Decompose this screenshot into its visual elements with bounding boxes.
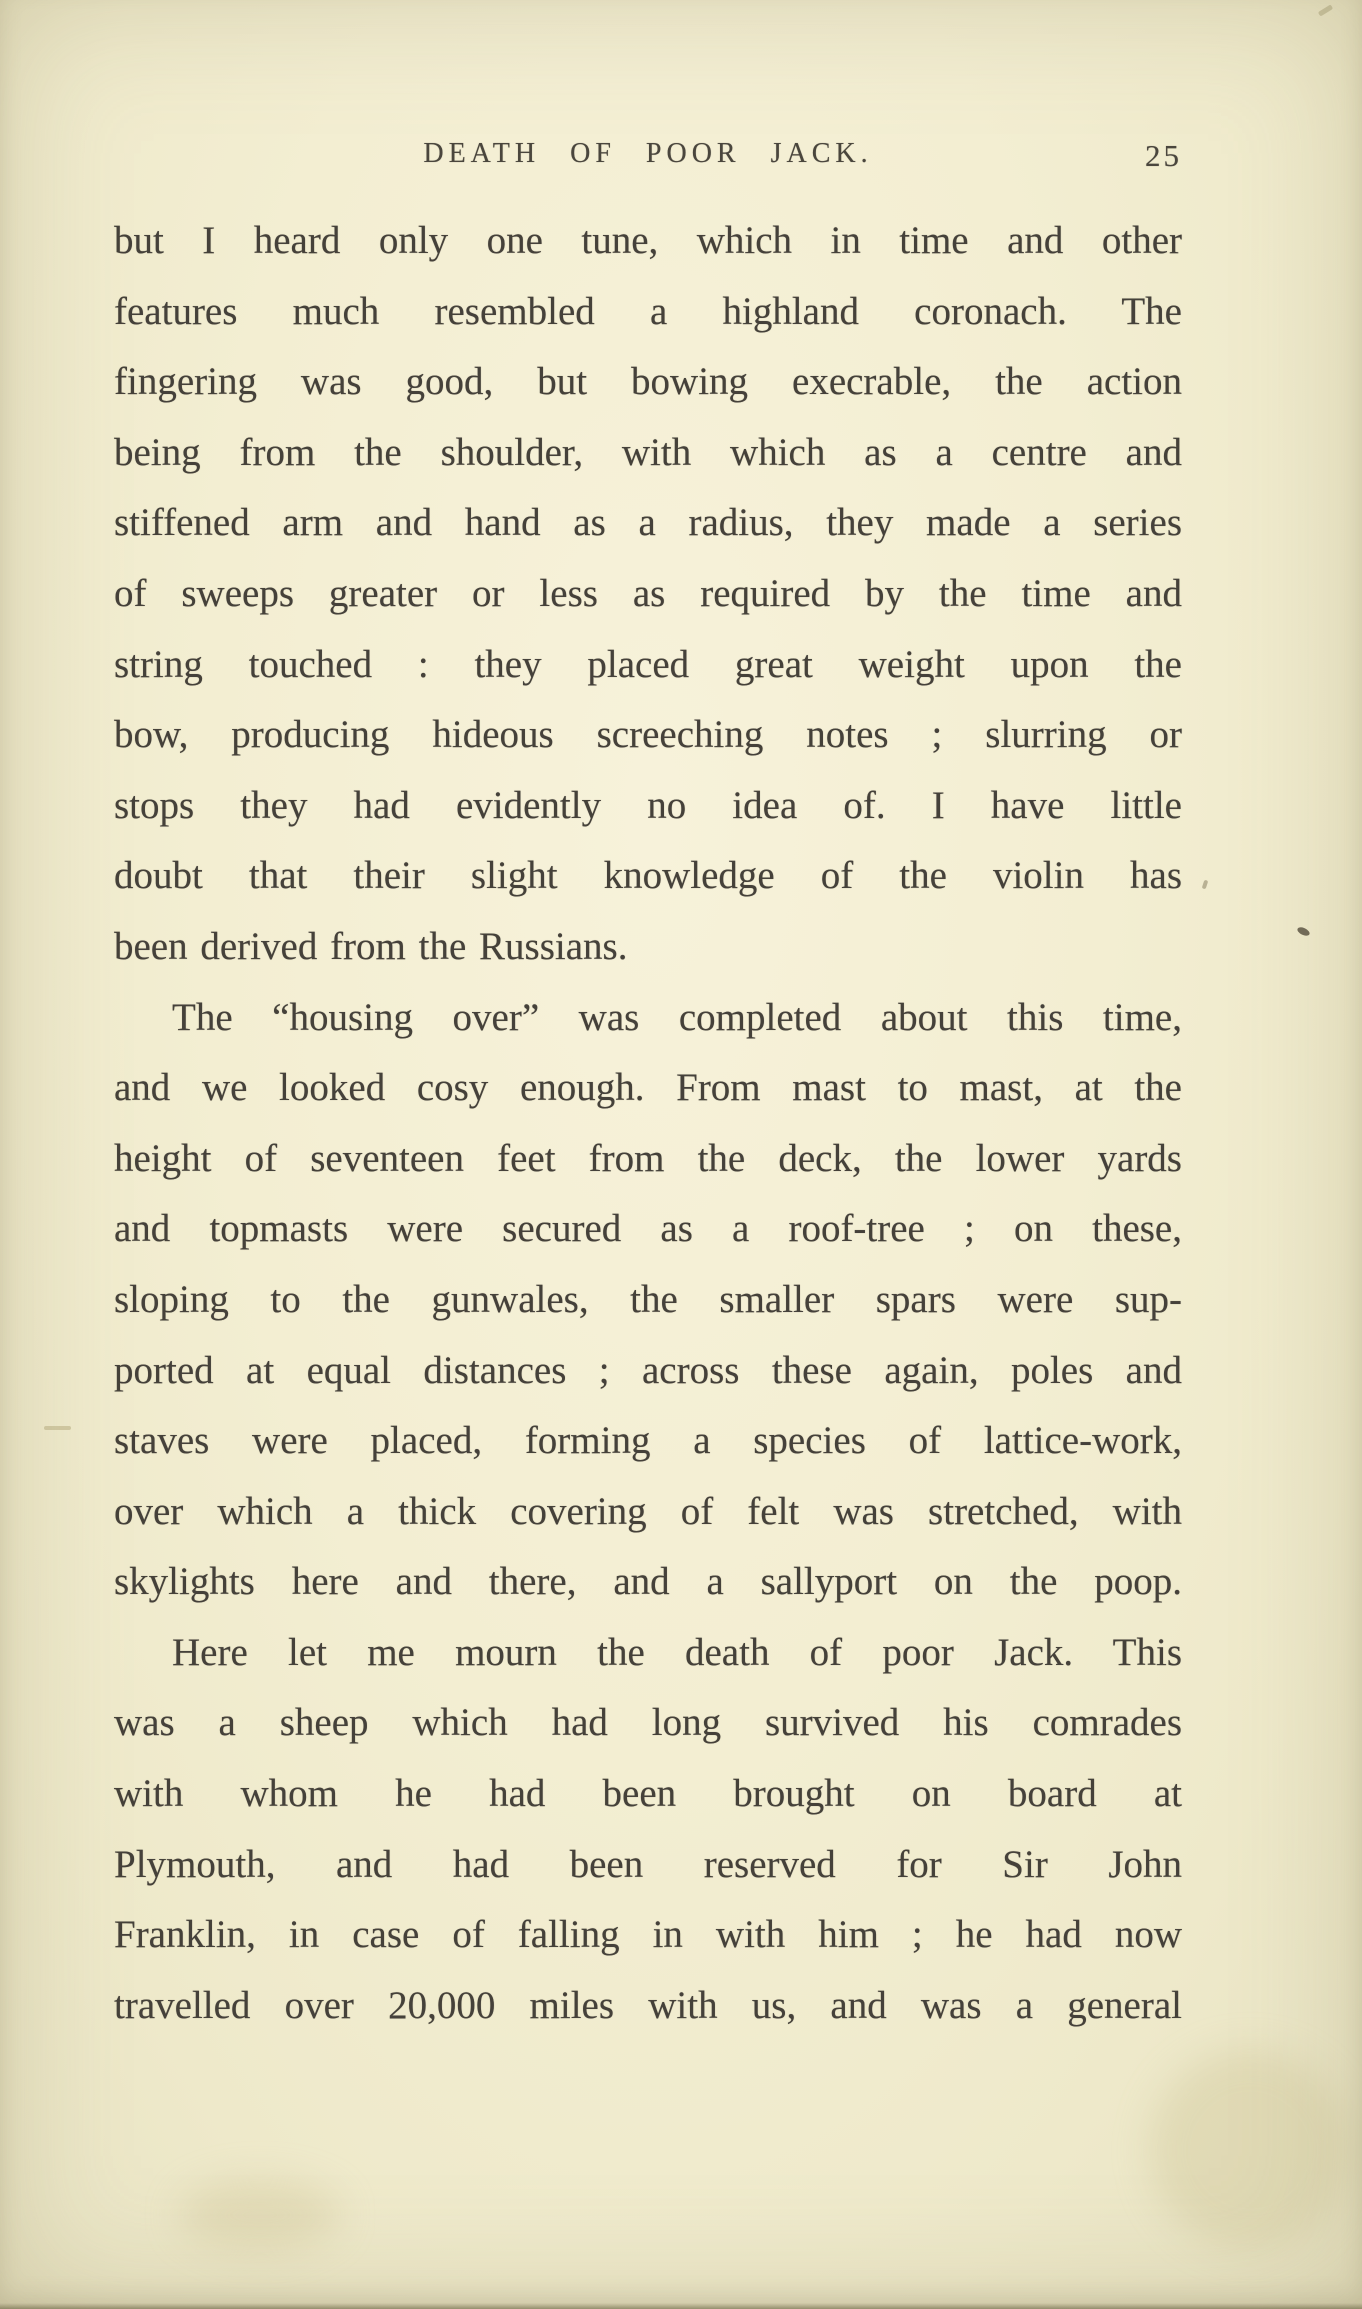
text-line: height of seventeen feet from the deck, the lower yards bbox=[114, 1136, 1182, 1180]
paper-stain bbox=[180, 2180, 340, 2250]
body-text bbox=[114, 206, 1182, 2041]
page-header bbox=[114, 138, 1182, 182]
paper-stain bbox=[1150, 2050, 1350, 2250]
text-line: skylights here and there, and a sallyport on the poop. bbox=[114, 1560, 1182, 1604]
text-line: string touched : they placed great weight upon the bbox=[114, 642, 1182, 686]
text-line: staves were placed, forming a species of lattice-work, bbox=[114, 1419, 1182, 1463]
text-line: been derived from the Russians. bbox=[114, 924, 628, 968]
scan-scratch bbox=[44, 1426, 71, 1430]
text-line: being from the shoulder, with which as a centre and bbox=[114, 430, 1182, 474]
text-line: fingering was good, but bowing execrable, the action bbox=[114, 360, 1182, 404]
text-line: was a sheep which had long survived his comrades bbox=[114, 1701, 1182, 1745]
text-line: stops they had evidently no idea of. I have little bbox=[114, 783, 1182, 827]
text-line: The “housing over” was completed about this time, bbox=[172, 995, 1182, 1039]
text-line: of sweeps greater or less as required by the time and bbox=[114, 571, 1182, 615]
text-line: but I heard only one tune, which in time and other bbox=[114, 219, 1182, 262]
scan-speck bbox=[1318, 4, 1333, 16]
text-line: ported at equal distances ; across these again, poles and bbox=[114, 1348, 1182, 1392]
scan-speck bbox=[1202, 880, 1209, 890]
text-line: bow, producing hideous screeching notes ; slurring or bbox=[114, 713, 1182, 757]
running-title: DEATH OF POOR JACK. bbox=[423, 138, 873, 169]
text-line: and topmasts were secured as a roof-tree ; on these, bbox=[114, 1207, 1182, 1251]
text-line: travelled over 20,000 miles with us, and was a general bbox=[114, 1983, 1182, 2027]
text-line: stiffened arm and hand as a radius, they made a series bbox=[114, 501, 1182, 545]
page-bottom-shadow bbox=[0, 2303, 1362, 2309]
text-line: and we looked cosy enough. From mast to mast, at the bbox=[114, 1066, 1182, 1110]
page-number: 25 bbox=[1145, 138, 1182, 173]
text-line: Franklin, in case of falling in with him ; he had now bbox=[114, 1913, 1182, 1957]
text-line: over which a thick covering of felt was stretched, with bbox=[114, 1489, 1182, 1533]
text-line: Plymouth, and had been reserved for Sir John bbox=[114, 1842, 1182, 1886]
text-line: with whom he had been brought on board at bbox=[114, 1772, 1182, 1816]
scan-speck bbox=[1296, 926, 1311, 938]
text-line: sloping to the gunwales, the smaller spars were sup- bbox=[114, 1277, 1182, 1321]
text-line: doubt that their slight knowledge of the violin has bbox=[114, 854, 1182, 898]
text-line: Here let me mourn the death of poor Jack. This bbox=[172, 1630, 1182, 1674]
text-line: features much resembled a highland coronach. The bbox=[114, 289, 1182, 333]
